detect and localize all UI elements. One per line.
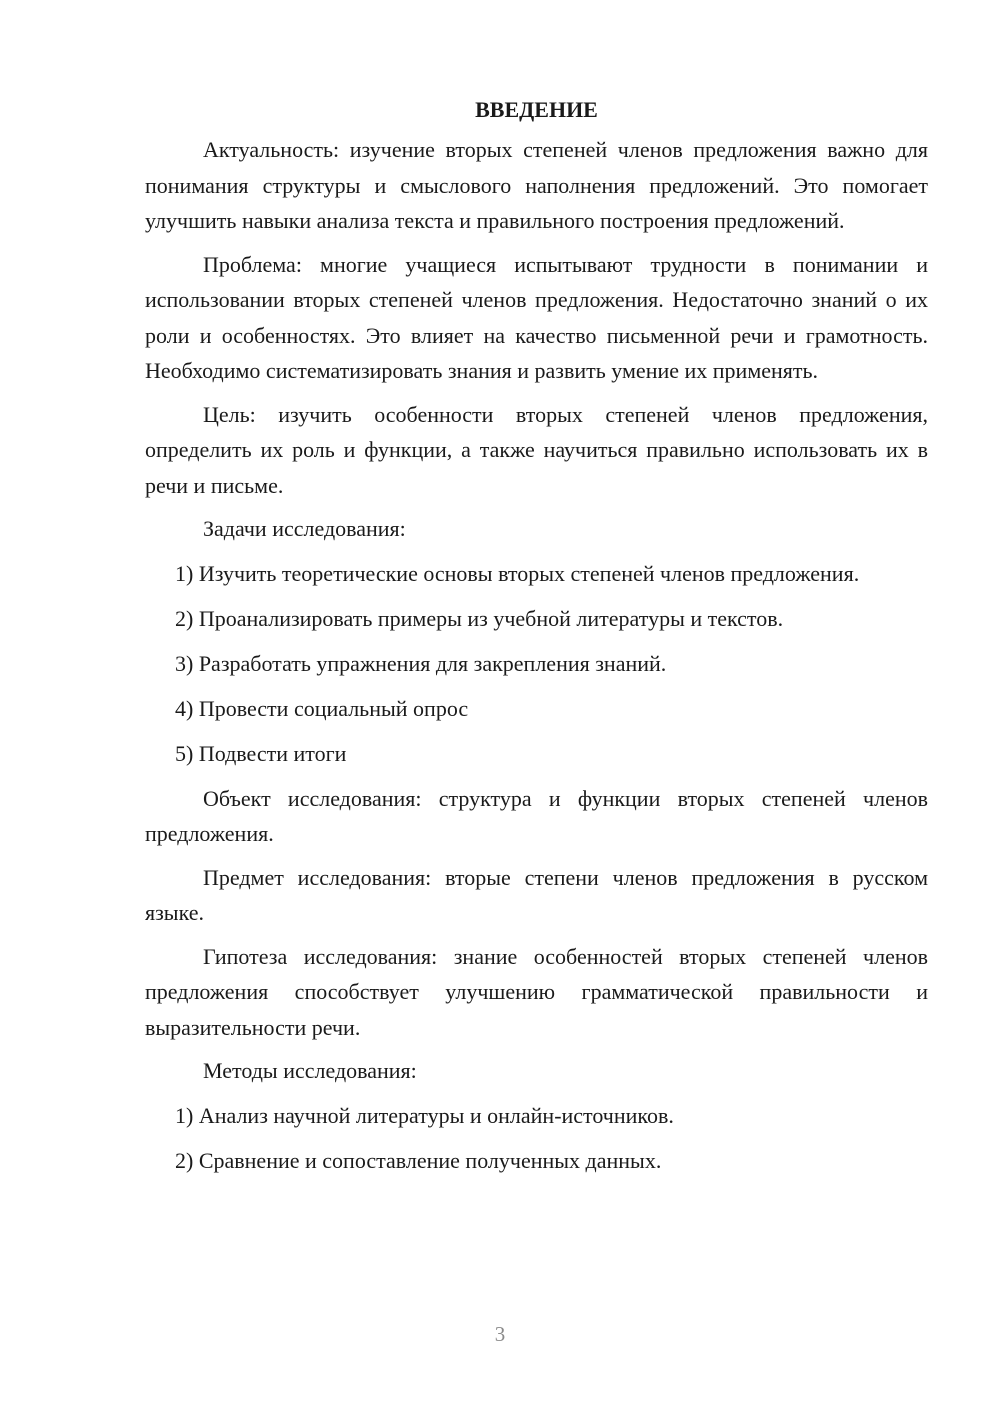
subject-paragraph: Предмет исследования: вторые степени членов предложения в русском языке. (145, 864, 928, 925)
section-title: ВВЕДЕНИЕ (475, 97, 598, 122)
task-item: 2) Проанализировать примеры из учебной литературы и текстов. (175, 605, 784, 631)
task-item: 5) Подвести итоги (175, 740, 347, 766)
document-page (145, 92, 928, 1188)
object-paragraph: Объект исследования: структура и функции вторых степеней членов предложения. (145, 785, 928, 846)
method-item: 2) Сравнение и сопоставление полученных данных. (175, 1147, 662, 1173)
page-number: 3 (494, 1322, 506, 1346)
hypothesis-paragraph: Гипотеза исследования: знание особенностей вторых степеней членов предложения способствует улучшению грамматической правильности и выразительности речи. (145, 943, 928, 1040)
goal-paragraph: Цель: изучить особенности вторых степеней членов предложения, определить их роль и функции, а также научиться правильно использовать их в речи и письме. (145, 401, 928, 498)
methods-heading: Методы исследования: (203, 1058, 417, 1083)
task-item: 1) Изучить теоретические основы вторых степеней членов предложения. (175, 560, 860, 586)
method-item: 1) Анализ научной литературы и онлайн-источников. (175, 1102, 674, 1128)
task-item: 3) Разработать упражнения для закрепления знаний. (175, 650, 667, 676)
tasks-heading: Задачи исследования: (203, 516, 406, 541)
problem-paragraph: Проблема: многие учащиеся испытывают трудности в понимании и использовании вторых степеней членов предложения. Недостаточно знаний о их роли и особенностях. Это влияет на качество письменной речи и грамотность. Необходимо систематизировать знания и развить умение их применять. (145, 251, 928, 383)
task-item: 4) Провести социальный опрос (175, 695, 469, 721)
relevance-paragraph: Актуальность: изучение вторых степеней членов предложения важно для понимания структуры и смыслового наполнения предложений. Это помогает улучшить навыки анализа текста и правильного построения предложений. (145, 137, 928, 233)
